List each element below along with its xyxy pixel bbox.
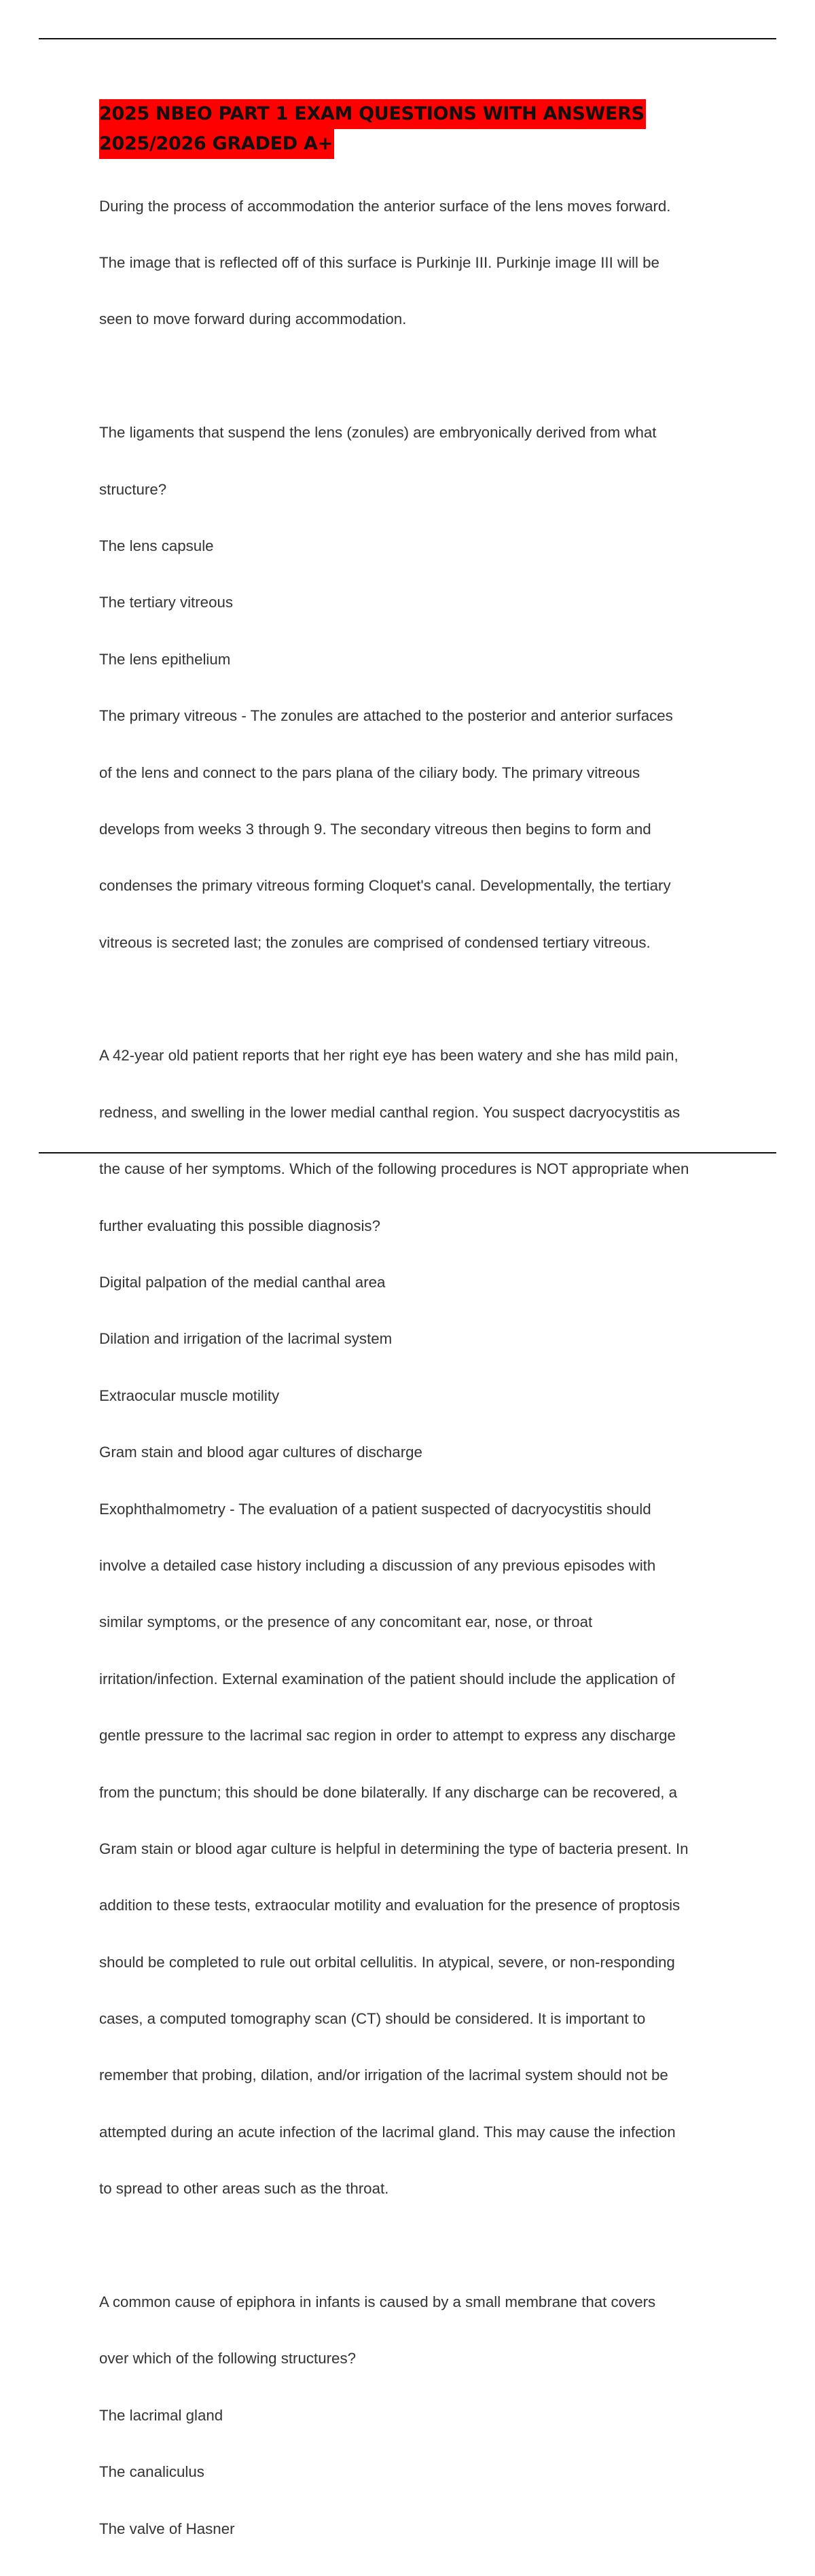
answer-explanation: addition to these tests, extraocular motility and evaluation for the presence of proptosis	[99, 1897, 681, 1914]
answer-explanation: from the punctum; this should be done bilaterally. If any discharge can be recovered, a	[99, 1783, 678, 1801]
question-text: redness, and swelling in the lower medial canthal region. You suspect dacryocystitis as	[99, 1103, 681, 1121]
answer-explanation: develops from weeks 3 through 9. The secondary vitreous then begins to form and	[99, 820, 651, 838]
answer-explanation: remember that probing, dilation, and/or irrigation of the lacrimal system should not be	[99, 2067, 668, 2084]
answer-option: The tertiary vitreous	[99, 594, 234, 611]
answer-explanation: vitreous is secreted last; the zonules are comprised of condensed tertiary vitreous.	[99, 933, 651, 951]
answer-explanation: Exophthalmometry - The evaluation of a patient suspected of dacryocystitis should	[99, 1500, 651, 1518]
text-line: seen to move forward during accommodation.	[99, 310, 407, 328]
answer-explanation: attempted during an acute infection of the lacrimal gland. This may cause the infection	[99, 2123, 676, 2141]
answer-option: The lens capsule	[99, 537, 214, 554]
question-text: the cause of her symptoms. Which of the following procedures is NOT appropriate when	[99, 1160, 689, 1178]
answer-option: Dilation and irrigation of the lacrimal system	[99, 1330, 393, 1348]
answer-explanation: irritation/infection. External examination of the patient should include the application of	[99, 1670, 675, 1687]
answer-explanation: of the lens and connect to the pars plana of the ciliary body. The primary vitreous	[99, 764, 640, 781]
answer-option: Gram stain and blood agar cultures of discharge	[99, 1444, 422, 1461]
answer-explanation: similar symptoms, or the presence of any concomitant ear, nose, or throat	[99, 1613, 593, 1631]
document-body	[99, 99, 744, 2576]
question-text: A common cause of epiphora in infants is caused by a small membrane that covers	[99, 2293, 656, 2311]
text-line: The image that is reflected off of this surface is Purkinje III. Purkinje image III will be	[99, 253, 659, 271]
answer-option: The canaliculus	[99, 2463, 204, 2481]
document-title	[99, 99, 744, 159]
text-line: During the process of accommodation the anterior surface of the lens moves forward.	[99, 197, 671, 215]
question-text: The ligaments that suspend the lens (zonules) are embryonically derived from what	[99, 424, 657, 442]
question-text: further evaluating this possible diagnosis?	[99, 1217, 380, 1234]
answer-explanation: involve a detailed case history including a discussion of any previous episodes with	[99, 1556, 656, 1574]
answer-explanation: to spread to other areas such as the throat.	[99, 2180, 389, 2198]
answer-explanation: gentle pressure to the lacrimal sac region in order to attempt to express any discharge	[99, 1727, 676, 1745]
title-line-2: 2025/2026 GRADED A+	[99, 129, 334, 159]
question-text: structure?	[99, 480, 167, 498]
title-line-1: 2025 NBEO PART 1 EXAM QUESTIONS WITH ANSWERS	[99, 99, 646, 129]
answer-explanation: The primary vitreous - The zonules are attached to the posterior and anterior surfaces	[99, 707, 673, 725]
answer-option: The lacrimal gland	[99, 2406, 223, 2424]
top-rule	[39, 38, 776, 39]
question-3	[99, 2255, 744, 2576]
intro-paragraph	[99, 159, 744, 367]
bottom-rule	[39, 1152, 776, 1153]
answer-explanation: should be completed to rule out orbital cellulitis. In atypical, severe, or non-responding	[99, 1953, 675, 1971]
answer-option: The lens epithelium	[99, 650, 231, 668]
answer-option: Extraocular muscle motility	[99, 1387, 280, 1404]
question-text: over which of the following structures?	[99, 2350, 356, 2367]
answer-option: The valve of Hasner	[99, 2520, 235, 2537]
question-1	[99, 386, 744, 990]
answer-option: Digital palpation of the medial canthal area	[99, 1274, 386, 1291]
answer-explanation: condenses the primary vitreous forming Cloquet's canal. Developmentally, the tertiary	[99, 877, 671, 895]
question-text: A 42-year old patient reports that her right eye has been watery and she has mild pain,	[99, 1047, 678, 1065]
question-2	[99, 1009, 744, 2236]
answer-explanation: cases, a computed tomography scan (CT) should be considered. It is important to	[99, 2010, 646, 2028]
answer-explanation: Gram stain or blood agar culture is helpful in determining the type of bacteria present. In	[99, 1840, 689, 1857]
